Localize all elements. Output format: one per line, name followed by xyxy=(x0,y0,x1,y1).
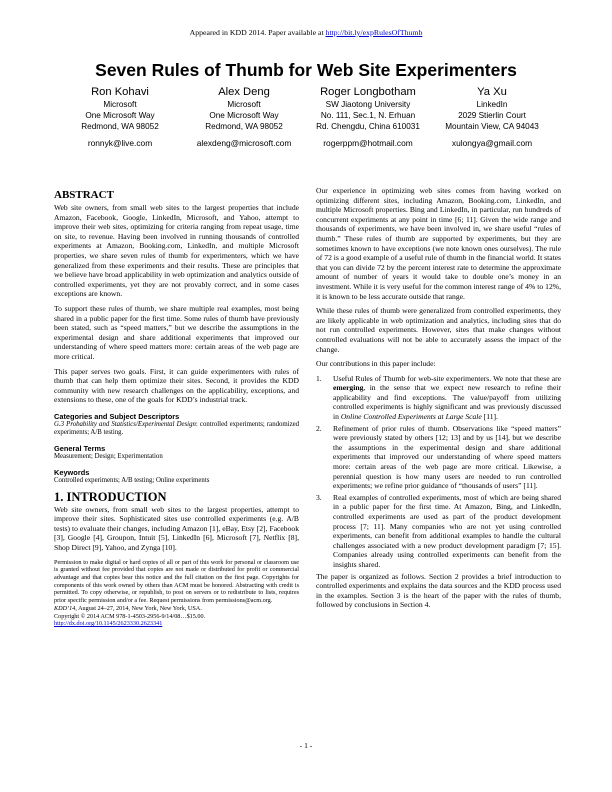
list-item xyxy=(316,374,561,422)
terms-heading: General Terms xyxy=(54,444,106,454)
abstract-paragraph: Web site owners, from small web sites to the largest properties that include Amazon, Facebook, Google, LinkedIn, Microsoft, and Yahoo, attempt to improve their web sites, optimizing for criteria ranging from repeat usage, time on site, to revenue. Having been involved in running thousands of controlled experiments at Amazon, Booking.com, LinkedIn, and multiple Microsoft properties, we share seven rules of thumb for experimenters, which we have generalized from these experiments and their results. These are principles that we believe have broad applicability in web optimization and analytics outside of controlled experiments, yet they are not provably correct, and in some cases exceptions are known. xyxy=(54,203,299,299)
author xyxy=(58,85,182,149)
abstract-heading: ABSTRACT xyxy=(54,189,114,201)
intro-paragraph: Web site owners, from small web sites to the largest properties, attempt to improve their sites. Sophisticated sites use controlled experiments (e.g. A/B tests) to evaluate their changes, including Amazon [1], eBay, Etsy [2], Facebook [3], Google [4], Groupon, Intuit [5], LinkedIn [6], Microsoft [7], Netflix [8], Shop Direct [9], Yahoo, and Zynga [10]. xyxy=(54,504,299,553)
author-address: No. 111, Sec.1, N. Erhuan xyxy=(320,111,416,120)
body-paragraph: While these rules of thumb were generalized from controlled experiments, they are likely applicable in web optimization and analytics, including sites that do not run controlled experiments. However, sites that make changes without controlled evaluations will not be able to accurately assess the impact of the change. xyxy=(316,306,561,354)
author-address: Redmond, WA 98052 xyxy=(81,122,159,131)
body-paragraph: Our contributions in this paper include: xyxy=(316,359,436,369)
permission-text: Permission to make digital or hard copies of all or part of this work for personal or classroom use is granted without fee provided that copies are not made or distributed for profit or commercial advantage and that copies bear this notice and the full citation on the first page. Copyrights for components of this work owned by others than ACM must be honored. Abstracting with credit is permitted. To copy otherwise, or republish, to post on servers or to redistribute to lists, requires prior specific permission and/or a fee. Request permissions from permissions@acm.org. xyxy=(54,558,299,605)
author-email: ronnyk@live.com xyxy=(87,138,153,148)
author-name: Alex Deng xyxy=(218,86,270,98)
abstract-paragraph: This paper serves two goals. First, it can guide experimenters with rules of thumb that can help them optimize their sites. Second, it provides the KDD community with new research challenges on the applicability, exceptions, and extensions to these, one of the goals for KDD’s industrial track. xyxy=(54,366,299,405)
author-address: One Microsoft Way xyxy=(209,111,279,120)
author-email: rogerppm@hotmail.com xyxy=(323,138,413,148)
terms-text: Measurement; Design; Experimentation xyxy=(54,453,163,461)
item-bold: emerging xyxy=(333,383,364,393)
abstract-paragraph: To support these rules of thumb, we share multiple real examples, most being shared in a public paper for the first time. Some rules of thumb have previously been stated, such as “speed matters,” but we describe the assumptions in the experimental design and share additional experiments that improved our understanding of where speed matters more: certain areas of the web page are more critical. xyxy=(54,303,299,361)
body-paragraph: The paper is organized as follows. Section 2 provides a brief introduction to controlled experiments and explains the data sources and the KDD process used in the examples. Section 3 is the heart of the paper with the rules of thumb, followed by conclusions in Section 4. xyxy=(316,571,561,610)
categories-italic: G.3 Probability and Statistics/Experimental Design xyxy=(54,420,196,428)
list-number: 3. xyxy=(316,492,322,502)
author-address: Mountain View, CA 94043 xyxy=(445,122,539,131)
paper-link[interactable]: http://bit.ly/expRulesOfThumb xyxy=(325,28,423,37)
page-header xyxy=(0,28,612,37)
keywords-text: Controlled experiments; A/B testing; Online experiments xyxy=(54,477,210,485)
right-column xyxy=(316,186,561,615)
venue-name: KDD’14 xyxy=(54,604,76,612)
author xyxy=(306,85,430,149)
author-name: Ya Xu xyxy=(477,86,507,98)
author-org: Microsoft xyxy=(227,100,261,109)
author-email: xulongya@gmail.com xyxy=(451,138,533,148)
permission-block xyxy=(54,559,299,628)
body-paragraph: Our experience in optimizing web sites comes from having worked on optimizing different sites, including Amazon, Booking.com, LinkedIn, and multiple Microsoft properties. Bing and LinkedIn, in particular, run hundreds of concurrent experiments at any point in time [6; 11]. Given the wide range and thousands of experiments, we have been involved in, we share useful “rules of thumb.” These rules of thumb are supported by experiments, but they are sometimes known to have exceptions (we note known ones ourselves). The rule of 72 is a good example of a useful rule of thumb in the financial world. It states that you can divide 72 by the percent interest rate to determine the approximate amount of number of years it would take to double one’s money in an investment. While it is very useful for the common interest range of 4% to 12%, it is known to be less accurate outside that range. xyxy=(316,186,561,301)
list-number: 1. xyxy=(316,373,322,383)
author-org: Microsoft xyxy=(103,100,137,109)
venue-details: , August 24–27, 2014, New York, New York, USA. xyxy=(75,604,202,612)
author-address: 2029 Stierlin Court xyxy=(458,111,526,120)
copyright-line: Copyright © 2014 ACM 978-1-4503-2956-9/14/08…$15.00. xyxy=(54,612,206,620)
list-item xyxy=(316,493,561,570)
list-number: 2. xyxy=(316,423,322,433)
author xyxy=(182,85,306,149)
item-text: , in the sense that we expect new research to refine their applicability and find exceptions. The value/payoff from utilizing controlled experiments is highly significant and was previously discussed in xyxy=(333,383,561,422)
categories-rest: : controlled experiments; randomized experiments; A/B testing. xyxy=(54,420,299,437)
keywords-heading: Keywords xyxy=(54,468,90,478)
item-italic: Online Controlled Experiments at Large Scale xyxy=(340,412,482,422)
author-block xyxy=(58,85,554,149)
venue-line xyxy=(54,605,299,613)
author-address: Rd. Chengdu, China 610031 xyxy=(316,122,420,131)
item-text: Real examples of controlled experiments, most of which are being shared in a public paper for the first time. At Amazon, Bing, and LinkedIn, controlled experiments are used as part of the product development process [7; 11]. Many companies who are not yet using controlled experiments, can benefit from additional examples to handle the cultural challenges associated with a new product development paradigm [7; 15]. Companies already using controlled experiments can benefit from the insights shared. xyxy=(333,492,561,569)
intro-heading: 1. INTRODUCTION xyxy=(54,489,167,504)
page-number: - 1 - xyxy=(299,741,313,750)
author-address: Redmond, WA 98052 xyxy=(205,122,283,131)
author-org: LinkedIn xyxy=(476,100,508,109)
item-text: Useful Rules of Thumb for web-site experimenters. We note that these are xyxy=(333,373,561,383)
list-item xyxy=(316,424,561,491)
doi-link[interactable]: http://dx.doi.org/10.1145/2623330.2623341 xyxy=(54,620,163,628)
author-name: Ron Kohavi xyxy=(91,86,149,98)
author xyxy=(430,85,554,149)
paper-title: Seven Rules of Thumb for Web Site Experimenters xyxy=(95,60,517,80)
author-email: alexdeng@microsoft.com xyxy=(196,138,292,148)
author-address: One Microsoft Way xyxy=(85,111,155,120)
header-text: Appeared in KDD 2014. Paper available at xyxy=(189,28,326,37)
categories-text xyxy=(54,421,299,437)
author-name: Roger Longbotham xyxy=(320,86,416,98)
item-text: Refinement of prior rules of thumb. Observations like “speed matters” were previously stated by others [12; 13] and by us [14], but we describe the assumptions in the experimental design and share additional experiments that improved our understanding of where speed matters more: certain areas of the web page are more critical. Likewise, a perennial question is how many users are needed to run controlled experiments; we refine prior guidance of “thousands of users” [11]. xyxy=(333,423,561,491)
categories-heading: Categories and Subject Descriptors xyxy=(54,411,180,421)
contributions-list xyxy=(316,374,561,570)
author-org: SW Jiaotong University xyxy=(325,100,411,109)
item-text: [11]. xyxy=(481,412,498,422)
left-column xyxy=(54,189,299,628)
